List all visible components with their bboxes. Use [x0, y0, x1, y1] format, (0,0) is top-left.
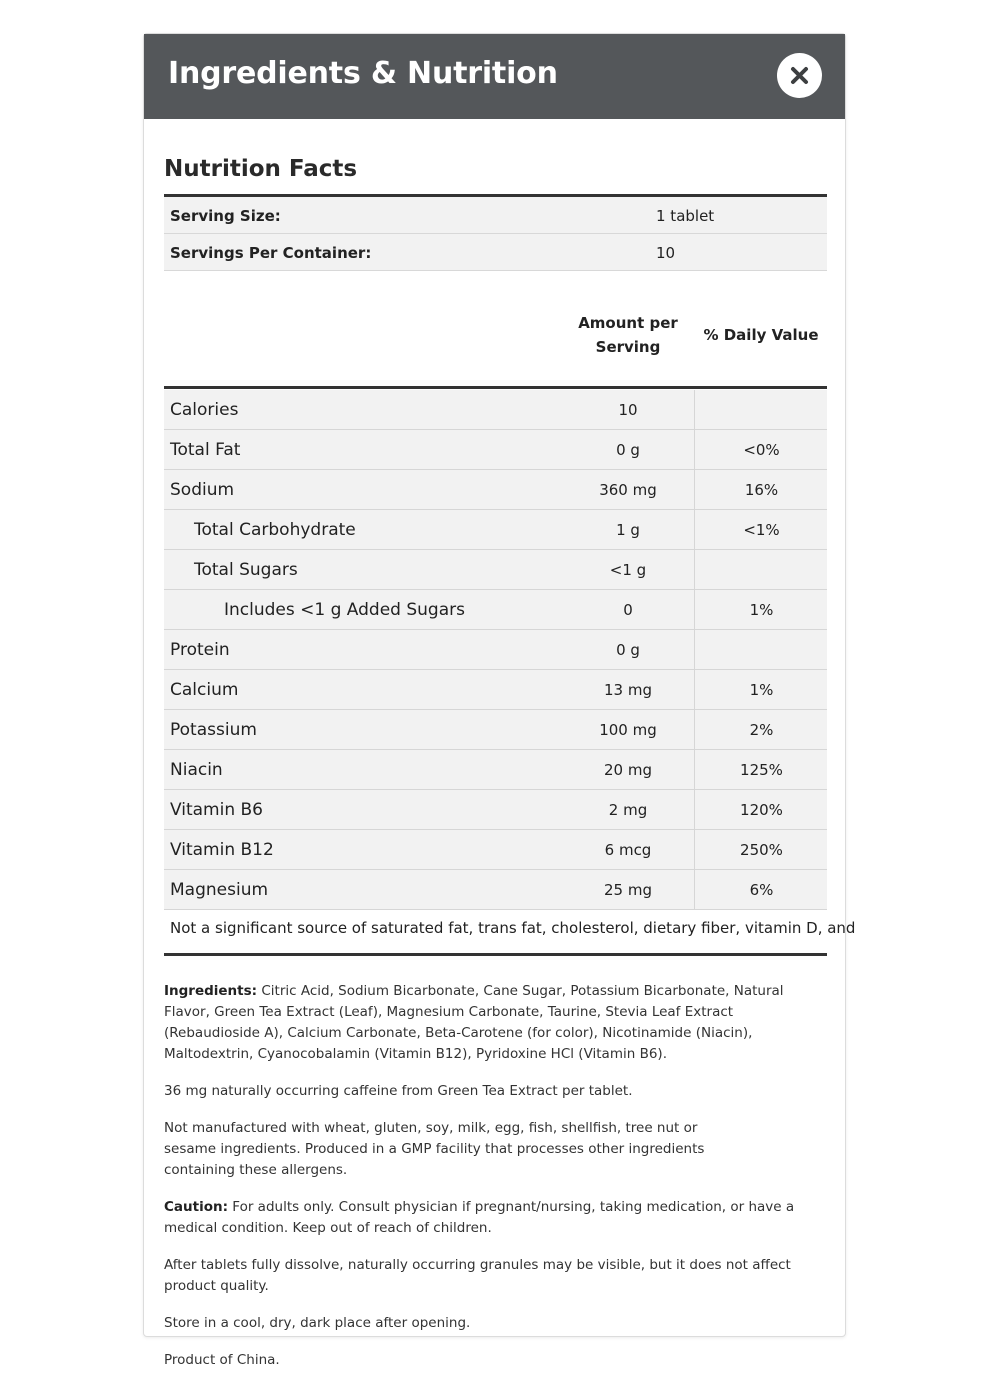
caution-paragraph — [164, 1197, 827, 1239]
nutrient-amount: 20 mg — [604, 761, 652, 779]
nutrient-amount: 0 g — [616, 441, 640, 459]
nutrient-daily-value: 125% — [740, 761, 783, 779]
caution-text: For adults only. Consult physician if pregnant/nursing, taking medication, or have a medical condition. Keep out of reach of children. — [164, 1199, 795, 1236]
granules-note: After tablets fully dissolve, naturally occurring granules may be visible, but it does not affect product quality. — [164, 1257, 791, 1294]
nutrient-name: Protein — [170, 640, 230, 660]
storage-note: Store in a cool, dry, dark place after opening. — [164, 1315, 471, 1331]
nutrient-daily-value: 1% — [749, 601, 774, 619]
nutrient-amount: 1 g — [616, 521, 640, 539]
nutrient-amount: 6 mcg — [604, 841, 652, 859]
serving-info-table — [164, 194, 827, 271]
nutrient-name: Total Carbohydrate — [194, 520, 356, 540]
nutrient-name: Magnesium — [170, 880, 269, 900]
nutrient-row — [164, 430, 827, 470]
daily-value-cell — [694, 870, 827, 909]
daily-value-cell — [694, 830, 827, 869]
nutrition-footnote — [164, 911, 856, 956]
amount-per-serving-header — [569, 311, 687, 359]
nutrient-daily-value: 6% — [749, 881, 774, 899]
amount-header-line1: Amount per — [578, 314, 678, 332]
ingredients-nutrition-modal — [143, 33, 856, 1368]
ingredients-text: Citric Acid, Sodium Bicarbonate, Cane Sugar, Potassium Bicarbonate, Natural Flavor, Green Tea Extract (Leaf), Magnesium Carbonate, Taurine, Stevia Leaf Extract (Rebaudioside A), Calcium Carbonate, Beta-Carotene (for color), Nicotinamide (Niacin), Maltodextrin, Cyanocobalamin (Vitamin B12), Pyridoxine HCl (Vitamin B6). — [164, 983, 784, 1062]
nutrient-amount: 360 mg — [599, 481, 657, 499]
nutrient-amount: 13 mg — [604, 681, 652, 699]
servings-per-container-value: 10 — [656, 244, 676, 262]
nutrient-table — [164, 390, 827, 910]
caution-label: Caution: — [164, 1199, 228, 1215]
nutrient-daily-value: 2% — [749, 721, 774, 739]
origin-note: Product of China. — [164, 1352, 280, 1368]
servings-per-container-label: Servings Per Container: — [170, 244, 372, 262]
daily-value-cell — [694, 750, 827, 789]
nutrient-name: Sodium — [170, 480, 235, 500]
nutrient-row — [164, 790, 827, 830]
product-info — [164, 981, 827, 1387]
daily-value-cell — [694, 670, 827, 709]
nutrient-name: Potassium — [170, 720, 257, 740]
daily-value-cell — [694, 550, 827, 589]
nutrient-daily-value: 120% — [740, 801, 783, 819]
nutrient-name: Niacin — [170, 760, 223, 780]
daily-value-cell — [694, 590, 827, 629]
nutrient-amount: 0 g — [616, 641, 640, 659]
nutrient-row — [164, 870, 827, 910]
serving-size-row — [164, 197, 827, 234]
nutrient-table-header — [164, 305, 827, 389]
daily-value-cell — [694, 710, 827, 749]
ingredients-label: Ingredients: — [164, 983, 258, 999]
nutrient-row — [164, 710, 827, 750]
caffeine-note: 36 mg naturally occurring caffeine from Green Tea Extract per tablet. — [164, 1083, 633, 1099]
nutrient-name: Vitamin B12 — [170, 840, 274, 860]
nutrient-row — [164, 830, 827, 870]
daily-value-cell — [694, 470, 827, 509]
nutrient-name: Calories — [170, 400, 239, 420]
servings-per-container-row — [164, 234, 827, 271]
nutrient-amount: <1 g — [609, 561, 647, 579]
modal-title: Ingredients & Nutrition — [168, 56, 558, 91]
daily-value-cell — [694, 390, 827, 429]
nutrient-row — [164, 470, 827, 510]
nutrient-daily-value: <1% — [743, 521, 780, 539]
nutrient-row — [164, 590, 827, 630]
nutrient-row — [164, 750, 827, 790]
nutrient-amount: 2 mg — [608, 801, 648, 819]
allergen-note: Not manufactured with wheat, gluten, soy, milk, egg, fish, shellfish, tree nut or sesame ingredients. Produced in a GMP facility that processes other ingredients containing these allergens. — [164, 1120, 705, 1178]
ingredients-paragraph — [164, 981, 827, 1065]
nutrient-daily-value: 16% — [744, 481, 779, 499]
nutrient-name: Total Sugars — [194, 560, 298, 580]
close-icon — [790, 66, 809, 85]
daily-value-header: % Daily Value — [703, 326, 819, 344]
nutrient-daily-value: 1% — [749, 681, 774, 699]
close-button[interactable] — [777, 53, 822, 98]
daily-value-cell — [694, 510, 827, 549]
nutrient-amount: 0 — [623, 601, 633, 619]
amount-header-line2: Serving — [595, 338, 661, 356]
nutrition-facts-heading: Nutrition Facts — [164, 156, 358, 182]
nutrient-name: Calcium — [170, 680, 239, 700]
nutrient-amount: 25 mg — [604, 881, 652, 899]
daily-value-cell — [694, 790, 827, 829]
serving-size-label: Serving Size: — [170, 207, 281, 225]
daily-value-cell — [694, 630, 827, 669]
nutrient-daily-value: 250% — [740, 841, 783, 859]
footnote-text: Not a significant source of saturated fat, trans fat, cholesterol, dietary fiber, vitamin D, and — [170, 919, 856, 937]
serving-size-value: 1 tablet — [656, 207, 715, 225]
nutrient-row — [164, 670, 827, 710]
nutrient-name: Total Fat — [170, 440, 241, 460]
nutrient-amount: 10 — [618, 401, 638, 419]
nutrient-name: Includes <1 g Added Sugars — [224, 600, 465, 620]
daily-value-cell — [694, 430, 827, 469]
nutrient-daily-value: <0% — [743, 441, 780, 459]
modal-header — [144, 34, 845, 119]
nutrient-amount: 100 mg — [599, 721, 657, 739]
nutrient-row — [164, 510, 827, 550]
nutrient-row — [164, 390, 827, 430]
nutrient-row — [164, 550, 827, 590]
nutrient-name: Vitamin B6 — [170, 800, 264, 820]
nutrient-row — [164, 630, 827, 670]
